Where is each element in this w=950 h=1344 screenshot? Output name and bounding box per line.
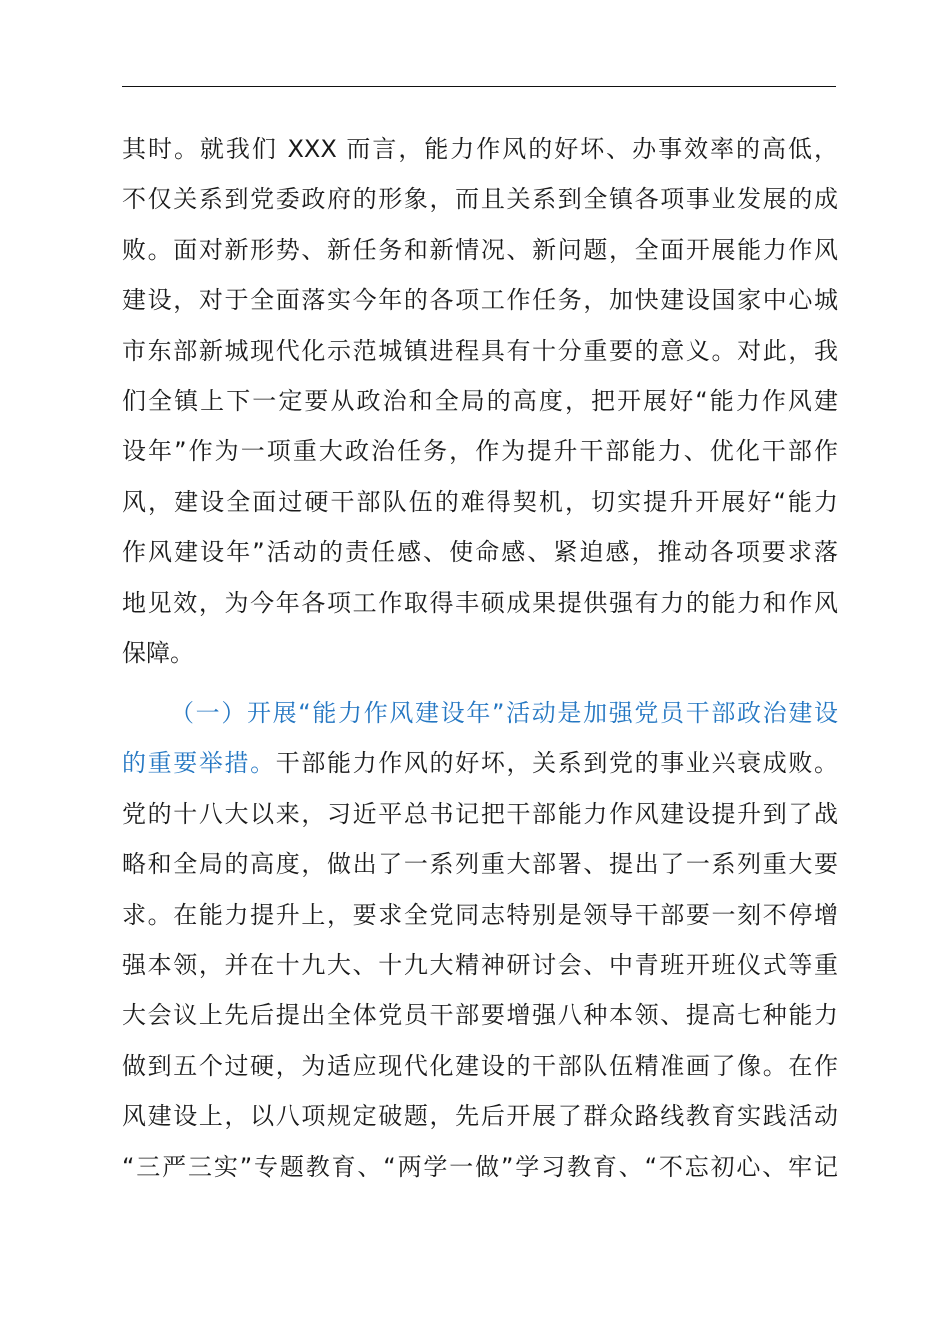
paragraph-2 — [122, 688, 838, 1192]
paragraph-line: 做到五个过硬，为适应现代化建设的干部队伍精准画了像。在作 — [122, 1051, 838, 1080]
paragraph-line: 们全镇上下一定要从政治和全局的高度，把开展好“能力作风建 — [122, 386, 838, 415]
paragraph-line — [122, 738, 838, 788]
paragraph-line: “三严三实”专题教育、“两学一做”学习教育、“不忘初心、牢记 — [122, 1152, 838, 1181]
section-heading: （一）开展“能力作风建设年”活动是加强党员干部政治建设 — [170, 699, 838, 727]
paragraph-text: 干部能力作风的好坏，关系到党的事业兴衰成败。 — [275, 749, 838, 778]
paragraph-line: 强本领，并在十九大、十九大精神研讨会、中青班开班仪式等重 — [122, 950, 838, 979]
paragraph-line: 保障。 — [122, 638, 194, 667]
paragraph-line: 建设，对于全面落实今年的各项工作任务，加快建设国家中心城 — [122, 286, 838, 315]
paragraph-line: 风建设上，以八项规定破题，先后开展了群众路线教育实践活动 — [122, 1102, 838, 1131]
paragraph-line: 党的十八大以来，习近平总书记把干部能力作风建设提升到了战 — [122, 799, 838, 828]
paragraph-line: 求。在能力提升上，要求全党同志特别是领导干部要一刻不停增 — [122, 900, 838, 929]
paragraph-line: 风，建设全面过硬干部队伍的难得契机，切实提升开展好“能力 — [122, 487, 838, 516]
paragraph-line: 设年”作为一项重大政治任务，作为提升干部能力、优化干部作 — [122, 437, 838, 466]
paragraph-line: 略和全局的高度，做出了一系列重大部署、提出了一系列重大要 — [122, 850, 838, 879]
paragraph-line: 败。面对新形势、新任务和新情况、新问题，全面开展能力作风 — [122, 235, 838, 264]
paragraph-1 — [122, 124, 838, 678]
paragraph-line: 地见效，为今年各项工作取得丰硕成果提供强有力的能力和作风 — [122, 588, 838, 617]
paragraph-line: 不仅关系到党委政府的形象，而且关系到全镇各项事业发展的成 — [122, 185, 838, 214]
paragraph-line: 其时。就我们 XXX 而言，能力作风的好坏、办事效率的高低， — [122, 135, 838, 163]
paragraph-line: 市东部新城现代化示范城镇进程具有十分重要的意义。对此，我 — [122, 336, 838, 365]
paragraph-line: 作风建设年”活动的责任感、使命感、紧迫感，推动各项要求落 — [122, 538, 838, 567]
header-rule — [122, 86, 836, 87]
paragraph-line: 大会议上先后提出全体党员干部要增强八种本领、提高七种能力 — [122, 1001, 838, 1030]
section-heading-end: 的重要举措。 — [122, 749, 276, 778]
